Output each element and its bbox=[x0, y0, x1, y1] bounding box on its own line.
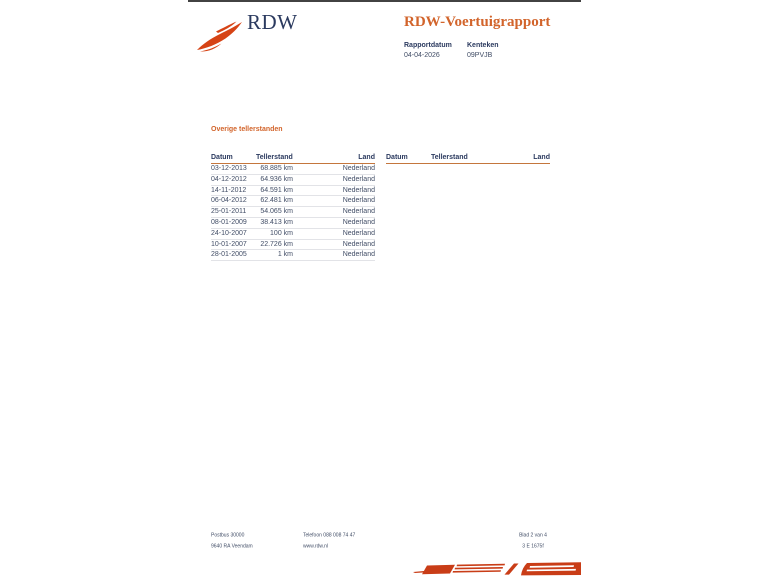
cell-odometer: 64.591 km bbox=[260, 186, 293, 194]
report-date-value: 04-04-2026 bbox=[404, 52, 440, 59]
page-footer bbox=[211, 530, 558, 554]
odometer-tables bbox=[211, 152, 551, 261]
cell-country: Nederland bbox=[342, 229, 375, 237]
cell-date: 06-04-2012 bbox=[211, 197, 247, 205]
license-plate-value: 09PVJB bbox=[467, 52, 493, 59]
cell-odometer: 68.885 km bbox=[260, 165, 293, 172]
cell-date: 04-12-2012 bbox=[211, 175, 247, 183]
cell-country: Nederland bbox=[342, 218, 375, 226]
table-row bbox=[211, 250, 375, 261]
license-plate-block bbox=[467, 42, 530, 59]
cell-date: 08-01-2009 bbox=[211, 218, 247, 226]
report-meta bbox=[404, 42, 530, 59]
cell-date: 14-11-2012 bbox=[211, 186, 247, 194]
table-row bbox=[211, 240, 375, 251]
table-header-row bbox=[211, 152, 375, 164]
rdw-wordmark: RDW bbox=[247, 10, 298, 34]
cell-country: Nederland bbox=[342, 197, 375, 205]
cell-date: 25-01-2011 bbox=[211, 208, 247, 216]
cell-odometer: 54.065 km bbox=[260, 208, 293, 216]
odometer-table-body bbox=[211, 164, 375, 261]
cell-odometer: 100 km bbox=[270, 229, 293, 237]
license-plate-label: Kenteken bbox=[467, 42, 499, 49]
table-row bbox=[211, 207, 375, 218]
column-header-country: Land bbox=[358, 154, 375, 161]
cell-country: Nederland bbox=[342, 175, 375, 183]
footer-contact bbox=[303, 530, 355, 552]
table-row bbox=[211, 175, 375, 186]
footer-website: www.rdw.nl bbox=[303, 543, 329, 549]
column-header-odometer: Tellerstand bbox=[431, 154, 468, 161]
cell-odometer: 1 km bbox=[277, 251, 293, 259]
odometer-table-left bbox=[211, 152, 375, 261]
page-title: RDW-Voertuigrapport bbox=[404, 14, 551, 30]
column-header-country: Land bbox=[533, 154, 550, 161]
table-row bbox=[211, 164, 375, 175]
footer-phone: Telefoon 088 008 74 47 bbox=[303, 532, 356, 538]
column-header-odometer: Tellerstand bbox=[256, 154, 293, 161]
cell-country: Nederland bbox=[342, 165, 375, 172]
cell-odometer: 62.481 km bbox=[260, 197, 293, 205]
odometer-table-right bbox=[386, 152, 550, 261]
footer-swoosh-graphic bbox=[413, 562, 581, 576]
cell-date: 03-12-2013 bbox=[211, 165, 247, 172]
table-row bbox=[211, 186, 375, 197]
document-page bbox=[188, 0, 581, 576]
cell-odometer: 38.413 km bbox=[260, 218, 293, 226]
cell-country: Nederland bbox=[342, 251, 375, 259]
footer-address-line2: 9640 RA Veendam bbox=[211, 543, 253, 549]
cell-country: Nederland bbox=[342, 240, 375, 248]
cell-date: 28-01-2005 bbox=[211, 251, 247, 259]
cell-date: 24-10-2007 bbox=[211, 229, 247, 237]
table-row bbox=[211, 196, 375, 207]
cell-country: Nederland bbox=[342, 186, 375, 194]
report-date-label: Rapportdatum bbox=[404, 42, 452, 49]
rdw-eagle-icon bbox=[195, 18, 245, 54]
cell-odometer: 64.936 km bbox=[260, 175, 293, 183]
footer-address bbox=[211, 530, 253, 552]
report-date-block bbox=[404, 42, 467, 59]
table-row bbox=[211, 218, 375, 229]
cell-country: Nederland bbox=[342, 208, 375, 216]
table-row bbox=[211, 229, 375, 240]
cell-odometer: 22.726 km bbox=[260, 240, 293, 248]
footer-form-code: 3 E 1675f bbox=[522, 543, 544, 549]
section-title-overige-tellerstanden: Overige tellerstanden bbox=[211, 126, 283, 133]
footer-page-indicator: Blad 2 van 4 bbox=[519, 532, 547, 538]
column-header-date: Datum bbox=[211, 154, 233, 161]
table-header-row bbox=[386, 152, 550, 164]
cell-date: 10-01-2007 bbox=[211, 240, 247, 248]
footer-pagination bbox=[510, 530, 557, 552]
column-header-date: Datum bbox=[386, 154, 408, 161]
footer-address-line1: Postbus 30000 bbox=[211, 532, 245, 538]
